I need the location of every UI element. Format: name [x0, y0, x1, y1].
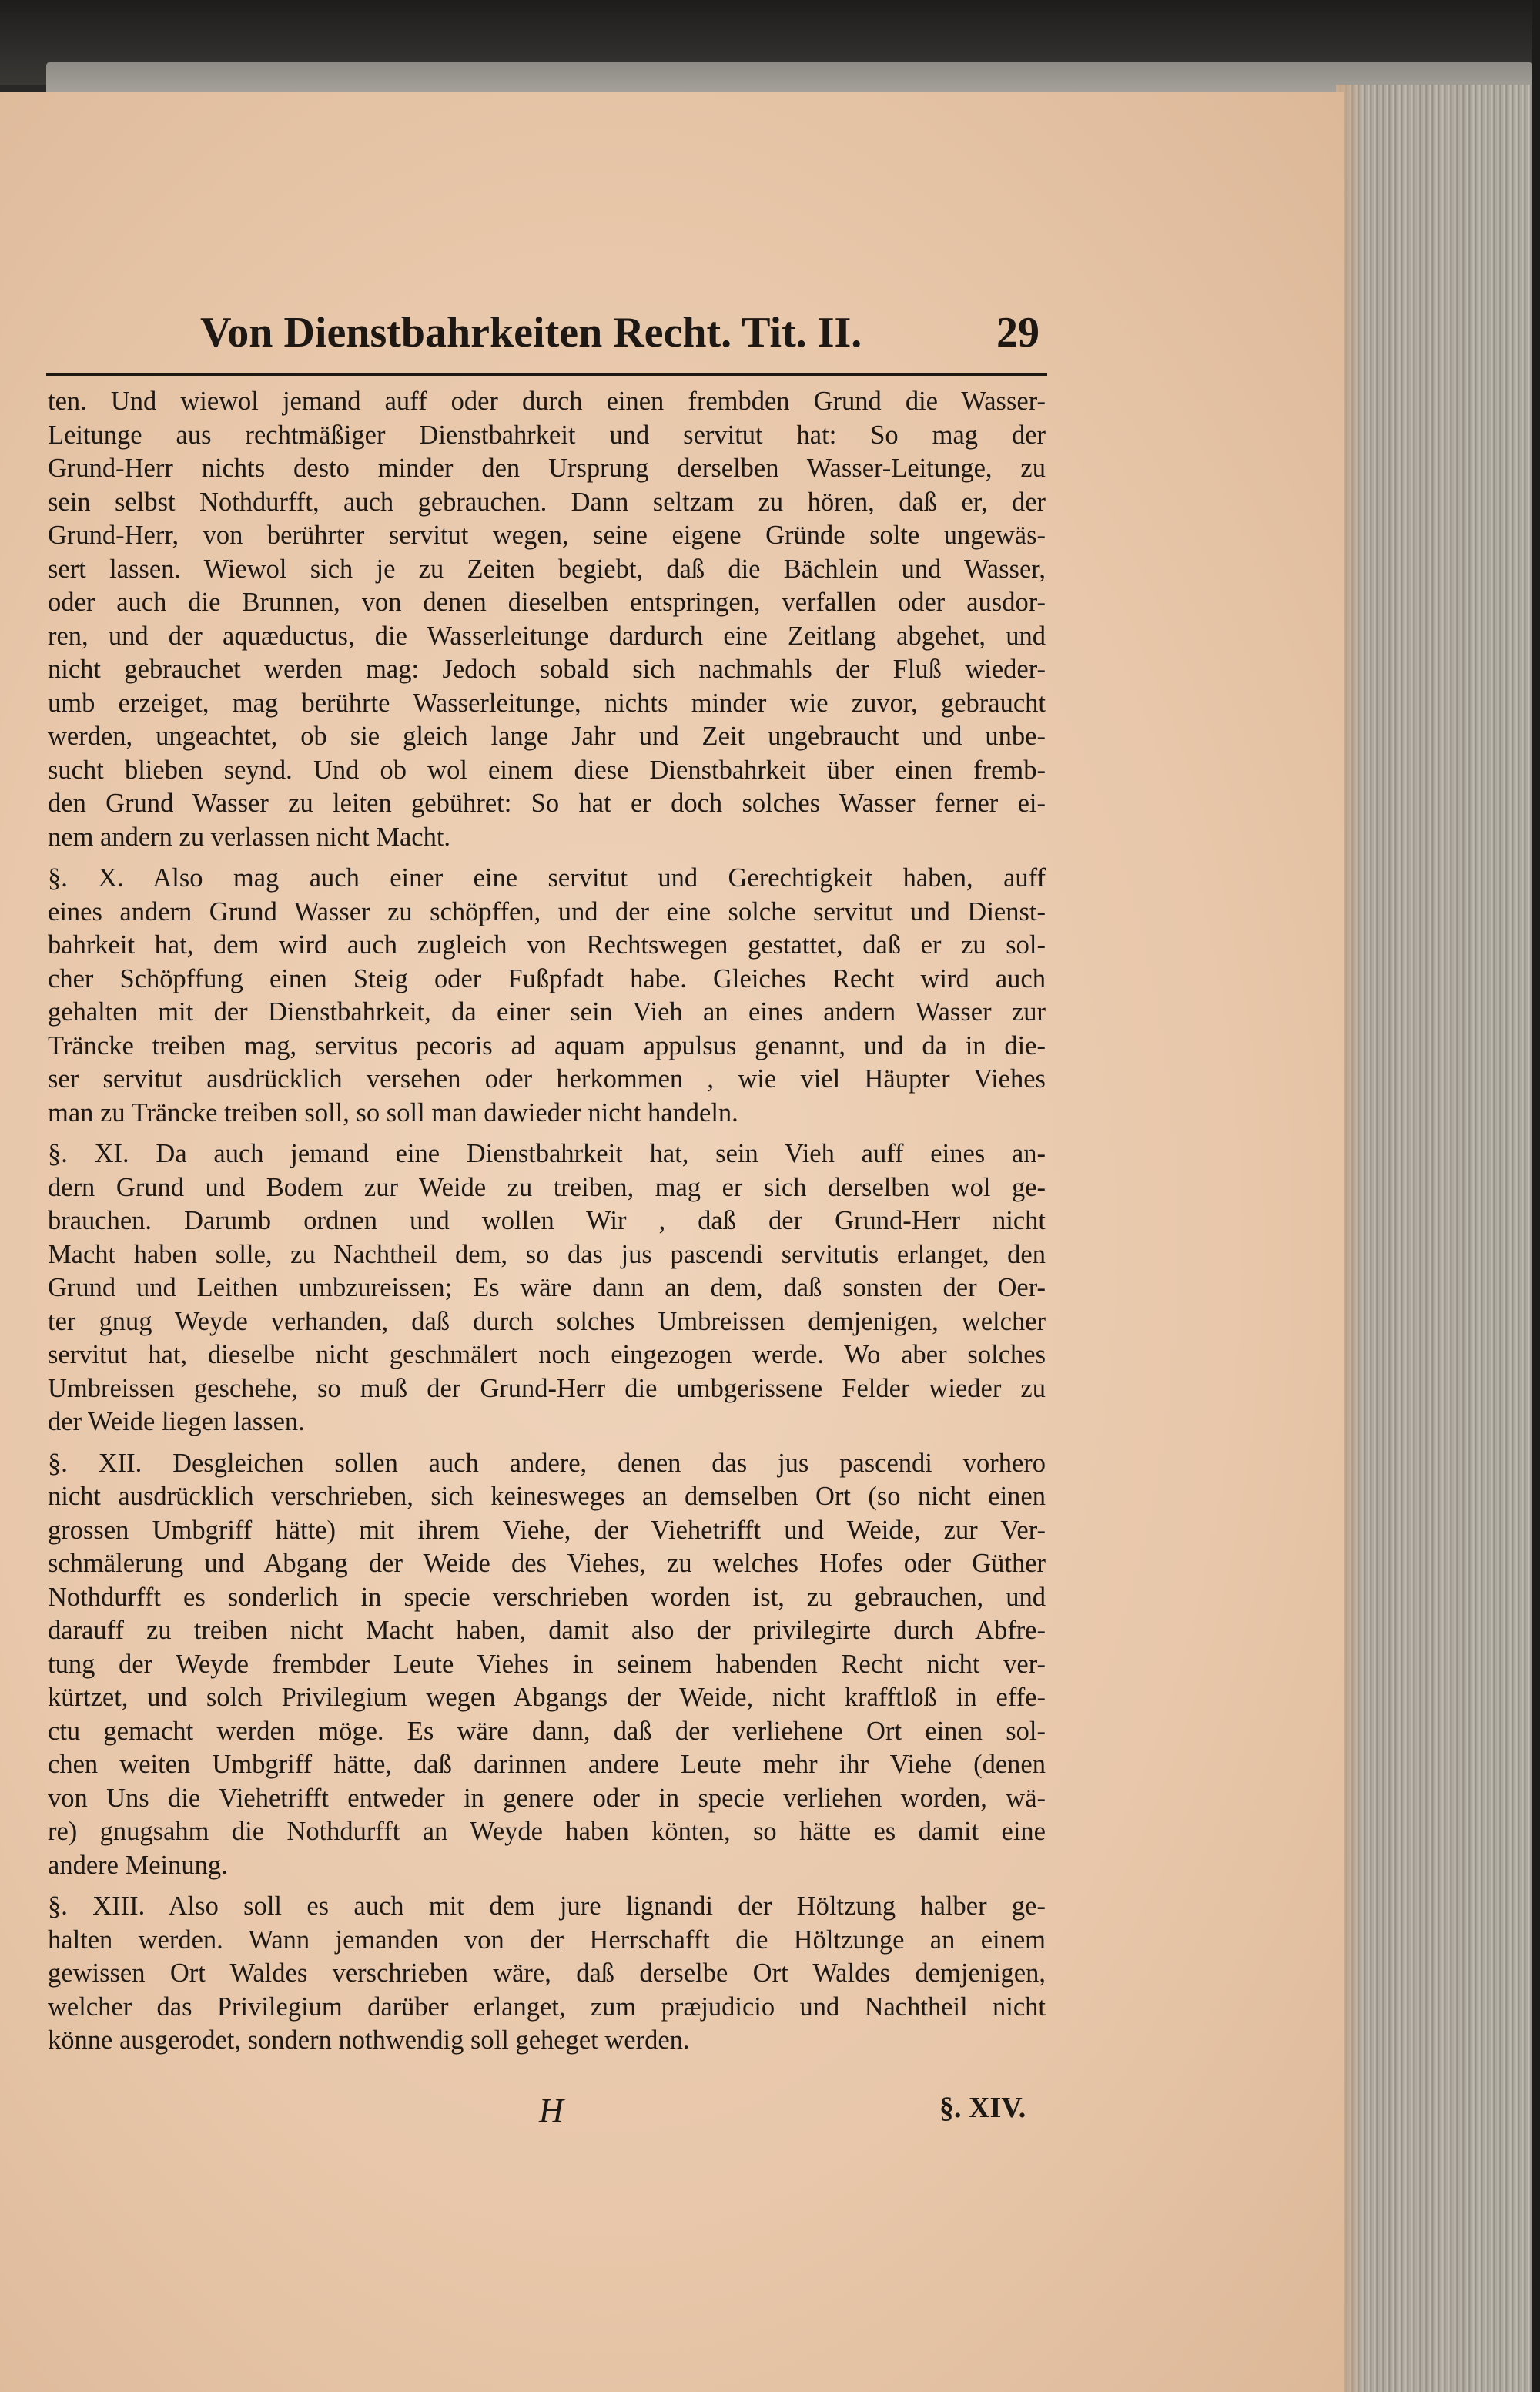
text-line: der Weide liegen lassen. [48, 1407, 305, 1436]
text-line: bahrkeit hat, dem wird auch zugleich von Rechtswegen gestattet, daß er zu sol- [48, 930, 1046, 960]
paragraph [48, 385, 1046, 854]
text-line: Leitunge aus rechtmäßiger Dienstbahrkeit und servitut hat: So mag der [48, 420, 1046, 450]
text-line: §. XII. Desgleichen sollen auch andere, denen das jus pascendi vorhero [48, 1448, 1046, 1478]
text-line: schmälerung und Abgang der Weide des Viehes, zu welches Hofes oder Güther [48, 1549, 1046, 1578]
running-header [46, 308, 1047, 370]
text-line: umb erzeiget, mag berührte Wasserleitunge, nichts minder wie zuvor, gebraucht [48, 688, 1046, 718]
text-line: von Uns die Viehetrifft entweder in genere oder in specie verliehen worden, wä- [48, 1783, 1046, 1813]
body-text [48, 385, 1046, 2065]
text-line: könne ausgerodet, sondern nothwendig soll geheget werden. [48, 2025, 690, 2055]
signature-mark: H [539, 2092, 564, 2129]
text-line: nicht ausdrücklich verschrieben, sich keinesweges an demselben Ort (so nicht einen [48, 1482, 1046, 1511]
text-line: sert lassen. Wiewol sich je zu Zeiten begiebt, daß die Bächlein und Wasser, [48, 554, 1046, 584]
text-line: Grund-Herr nichts desto minder den Ursprung derselben Wasser-Leitunge, zu [48, 454, 1046, 483]
text-line: den Grund Wasser zu leiten gebühret: So hat er doch solches Wasser ferner ei- [48, 789, 1046, 818]
text-line: andere Meinung. [48, 1850, 228, 1880]
text-line: eines andern Grund Wasser zu schöpffen, und der eine solche servitut und Dienst- [48, 896, 1046, 926]
text-line: Umbreissen geschehe, so muß der Grund-Herr die umbgerissene Felder wieder zu [48, 1373, 1046, 1403]
text-line: werden, ungeachtet, ob sie gleich lange Jahr und Zeit ungebraucht und unbe- [48, 722, 1046, 751]
text-line: §. X. Also mag auch einer eine servitut und Gerechtigkeit haben, auff [48, 863, 1046, 893]
text-line: Nothdurfft es sonderlich in specie verschrieben worden ist, zu gebrauchen, und [48, 1582, 1046, 1612]
text-line: nem andern zu verlassen nicht Macht. [48, 822, 451, 852]
text-line: re) gnugsahm die Nothdurfft an Weyde haben könten, so hätte es damit eine [48, 1817, 1046, 1846]
paragraph [48, 862, 1046, 1130]
background-right [1532, 0, 1540, 2392]
text-line: sein selbst Nothdurfft, auch gebrauchen. Dann seltzam zu hören, daß er, der [48, 487, 1046, 517]
text-line: halten werden. Wann jemanden von der Herrschafft die Höltzunge an einem [48, 1925, 1046, 1955]
text-line: ten. Und wiewol jemand auff oder durch einen frembden Grund die Wasser- [48, 387, 1046, 416]
catchword: §. XIV. [939, 2092, 1026, 2124]
text-line: dern Grund und Bodem zur Weide zu treiben, mag er sich derselben wol ge- [48, 1172, 1046, 1202]
text-line: Grund-Herr, von berührter servitut wegen, seine eigene Gründe solte ungewäs- [48, 521, 1046, 550]
page-edges [1336, 85, 1536, 2392]
text-line: welcher das Privilegium darüber erlanget, zum præjudicio und Nachtheil nicht [48, 1992, 1046, 2022]
text-line: ctu gemacht werden möge. Es wäre dann, daß der verliehene Ort einen sol- [48, 1716, 1046, 1746]
text-line: tung der Weyde frembder Leute Viehes in seinem habenden Recht nicht ver- [48, 1649, 1046, 1679]
text-line: §. XIII. Also soll es auch mit dem jure lignandi der Höltzung halber ge- [48, 1891, 1046, 1921]
text-line: nicht gebrauchet werden mag: Jedoch sobald sich nachmahls der Fluß wieder- [48, 655, 1046, 684]
page-number: 29 [996, 309, 1040, 357]
text-line: grossen Umbgriff hätte) mit ihrem Viehe, der Viehetrifft und Weide, zur Ver- [48, 1515, 1046, 1545]
text-line: chen weiten Umbgriff hätte, daß darinnen andere Leute mehr ihr Viehe (denen [48, 1750, 1046, 1779]
text-line: gehalten mit der Dienstbahrkeit, da einer sein Vieh an eines andern Wasser zur [48, 997, 1046, 1027]
text-line: ser servitut ausdrücklich versehen oder herkommen , wie viel Häupter Viehes [48, 1064, 1046, 1094]
text-line: ren, und der aquæductus, die Wasserleitunge dardurch eine Zeitlang abgehet, und [48, 621, 1046, 651]
text-line: oder auch die Brunnen, von denen dieselben entspringen, verfallen oder ausdor- [48, 588, 1046, 617]
text-line: §. XI. Da auch jemand eine Dienstbahrkeit hat, sein Vieh auff eines an- [48, 1139, 1046, 1168]
text-line: man zu Träncke treiben soll, so soll man dawieder nicht handeln. [48, 1097, 738, 1127]
text-line: gewissen Ort Waldes verschrieben wäre, daß derselbe Ort Waldes demjenigen, [48, 1958, 1046, 1988]
header-rule [46, 373, 1047, 376]
paragraph [48, 1137, 1046, 1439]
paragraph [48, 1447, 1046, 1883]
text-line: Träncke treiben mag, servitus pecoris ad aquam appulsus genannt, und da in die- [48, 1030, 1046, 1060]
text-line: darauff zu treiben nicht Macht haben, damit also der privilegirte durch Abfre- [48, 1616, 1046, 1645]
text-line: sucht blieben seynd. Und ob wol einem diese Dienstbahrkeit über einen fremb- [48, 755, 1046, 785]
text-line: cher Schöpffung einen Steig oder Fußpfadt habe. Gleiches Recht wird auch [48, 963, 1046, 993]
text-line: brauchen. Darumb ordnen und wollen Wir , daß der Grund-Herr nicht [48, 1206, 1046, 1235]
text-line: Macht haben solle, zu Nachtheil dem, so das jus pascendi servitutis erlanget, den [48, 1239, 1046, 1269]
paragraph [48, 1890, 1046, 2058]
text-line: Grund und Leithen umbzureissen; Es wäre dann an dem, daß sonsten der Oer- [48, 1273, 1046, 1302]
text-line: servitut hat, dieselbe nicht geschmälert noch eingezogen werde. Wo aber solches [48, 1340, 1046, 1369]
text-line: kürtzet, und solch Privilegium wegen Abgangs der Weide, nicht krafftloß in effe- [48, 1683, 1046, 1712]
running-title: Von Dienstbahrkeiten Recht. Tit. II. [200, 309, 862, 357]
text-line: ter gnug Weyde verhanden, daß durch solches Umbreissen demjenigen, welcher [48, 1306, 1046, 1336]
